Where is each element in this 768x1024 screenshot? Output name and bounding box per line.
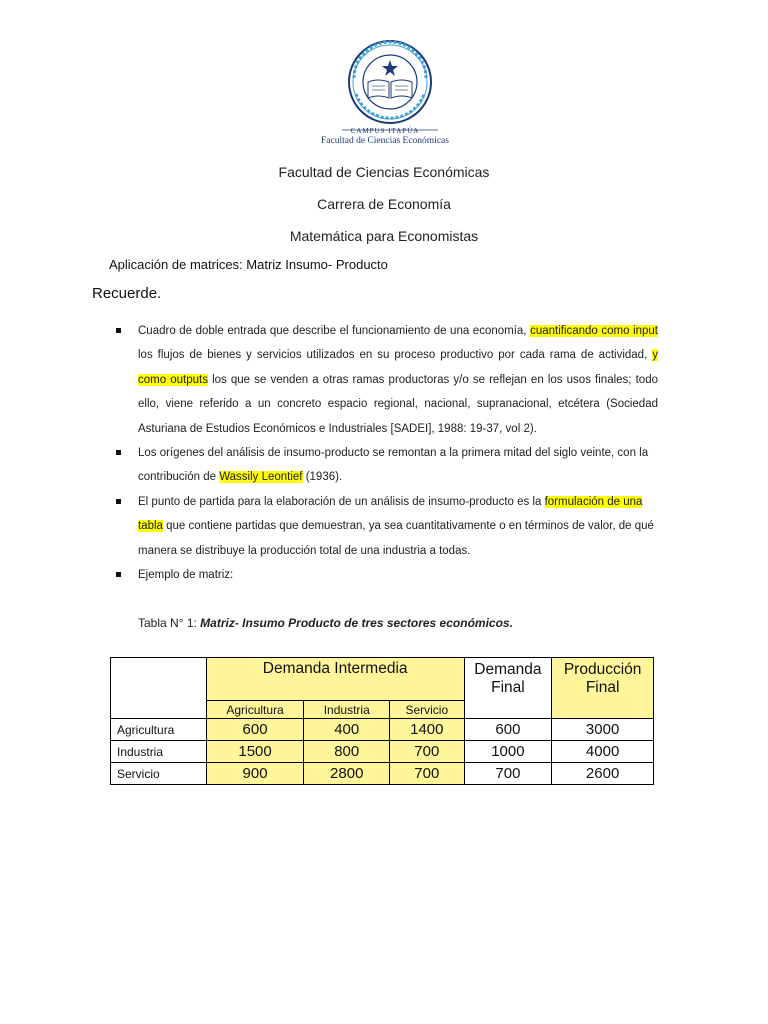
bullet-text: (1936). [302,471,343,484]
highlighted-text: cuantificando como input [530,325,659,337]
faculty-heading: Facultad de Ciencias Económicas [278,164,490,180]
table-row [111,763,654,785]
table-cell: 2800 [304,763,390,785]
table-caption [138,616,513,630]
table-cell: 1500 [206,741,304,763]
bullet-text: Los orígenes del análisis de insumo-producto se remontan a la primera mitad del siglo veinte, con la contribución de [138,447,649,484]
list-item [116,441,658,490]
final-demand-cell: 700 [464,763,552,785]
production-cell: 4000 [552,741,654,763]
header-final-production: Producción Final [552,658,654,719]
career-heading: Carrera de Economía [317,196,451,212]
bullet-text: los flujos de bienes y servicios utilizados en su proceso productivo por cada rama de actividad, [138,349,653,362]
header-intermediate-demand: Demanda Intermedia [206,658,464,701]
document-subtitle: Aplicación de matrices: Matriz Insumo- Producto [109,257,388,272]
highlighted-text: y como outputs [138,349,658,386]
final-demand-cell: 1000 [464,741,552,763]
row-label: Servicio [111,763,207,785]
bullet-text: los que se venden a otras ramas productoras y/o se reflejan en los usos finales; todo ello, viene referido a un concreto espacio regional, nacional, supranacional, etcétera (Sociedad Asturiana de Estudios Económicos e Industriales [SADEI], 1988: 19-37, vol 2). [138,373,658,435]
table-header-row [111,658,654,701]
table-caption-title: Matriz- Insumo Producto de tres sectores económicos. [200,616,513,630]
table-cell: 400 [304,719,390,741]
highlighted-text: formulación de una tabla [138,495,643,533]
bullet-text: que contiene partidas que demuestran, ya sea cuantitativamente o en términos de valor, de qué manera se distribuye la producción total de una industria a todas. [138,520,654,557]
final-demand-cell: 600 [464,719,552,741]
table-cell: 1400 [390,719,465,741]
table-cell: 900 [206,763,304,785]
bullet-text: Ejemplo de matriz: [138,569,234,582]
bullet-text: El punto de partida para la elaboración de un análisis de insumo-producto es la [138,495,545,508]
table-caption-prefix: Tabla N° 1: [138,616,201,630]
bullet-square-icon [116,328,121,333]
table-cell: 600 [206,719,304,741]
list-item [116,563,658,587]
bullet-square-icon [116,450,121,455]
table-corner-cell [111,658,207,719]
bullet-text: Cuadro de doble entrada que describe el funcionamiento de una economía, [138,325,531,337]
course-heading: Matemática para Economistas [289,228,479,244]
highlighted-text: Wassily Leontief [219,471,303,484]
row-label: Industria [111,741,207,763]
bullet-square-icon [116,499,121,504]
list-item [116,490,658,563]
section-title: Recuerde. [92,285,162,302]
table-row [111,741,654,763]
list-item [116,319,658,441]
input-output-matrix-table [110,657,654,785]
logo-caption-faculty: Facultad de Ciencias Económicas [321,136,449,146]
bullet-list [116,319,658,587]
bullet-square-icon [116,572,121,577]
table-cell: 700 [390,741,465,763]
production-cell: 3000 [552,719,654,741]
subheader-servicio: Servicio [390,701,465,719]
header-final-demand: Demanda Final [464,658,552,719]
row-label: Agricultura [111,719,207,741]
logo-caption-campus: CAMPUS ITAPÚA [350,127,420,135]
production-cell: 2600 [552,763,654,785]
table-cell: 700 [390,763,465,785]
subheader-industria: Industria [304,701,390,719]
subheader-agricultura: Agricultura [206,701,304,719]
table-row [111,719,654,741]
table-cell: 800 [304,741,390,763]
